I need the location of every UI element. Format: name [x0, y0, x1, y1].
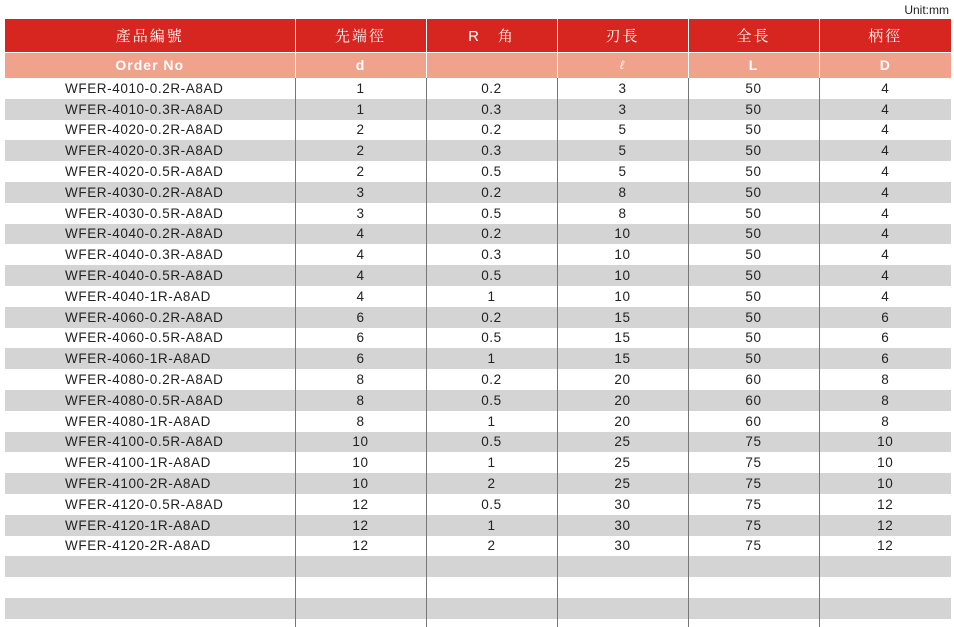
header-symbol-l-small: ℓ: [557, 52, 688, 78]
table-body: [5, 78, 951, 627]
overall-length-cell: 50: [688, 203, 819, 224]
tip-diameter-cell: 8: [295, 390, 426, 411]
tip-diameter-cell: 4: [295, 244, 426, 265]
shank-diameter-cell: 4: [819, 224, 951, 245]
order-no-cell: [5, 598, 295, 619]
header-symbol-shank-d: D: [819, 52, 951, 78]
corner-radius-cell: 0.5: [426, 328, 557, 349]
corner-radius-cell: 0.5: [426, 265, 557, 286]
header-tip-diameter: 先端徑: [295, 19, 426, 52]
table-header: [5, 19, 951, 78]
order-no-cell: WFER-4120-2R-A8AD: [5, 536, 295, 557]
overall-length-cell: 50: [688, 78, 819, 99]
table-row: [5, 328, 951, 349]
corner-radius-cell: 0.2: [426, 78, 557, 99]
header-corner-radius: R 角: [426, 19, 557, 52]
order-no-cell: WFER-4040-0.2R-A8AD: [5, 224, 295, 245]
corner-radius-cell: 0.2: [426, 182, 557, 203]
shank-diameter-cell: 10: [819, 452, 951, 473]
flute-length-cell: 20: [557, 411, 688, 432]
overall-length-cell: 75: [688, 473, 819, 494]
overall-length-cell: 50: [688, 120, 819, 141]
shank-diameter-cell: 8: [819, 369, 951, 390]
tip-diameter-cell: 3: [295, 203, 426, 224]
flute-length-cell: [557, 577, 688, 598]
corner-radius-cell: 0.3: [426, 244, 557, 265]
header-symbol-d: d: [295, 52, 426, 78]
shank-diameter-cell: 12: [819, 536, 951, 557]
flute-length-cell: 25: [557, 473, 688, 494]
corner-radius-cell: 0.5: [426, 203, 557, 224]
tip-diameter-cell: 4: [295, 265, 426, 286]
corner-radius-cell: 0.5: [426, 494, 557, 515]
shank-diameter-cell: 4: [819, 286, 951, 307]
tip-diameter-cell: 10: [295, 432, 426, 453]
table-row: [5, 99, 951, 120]
shank-diameter-cell: 4: [819, 161, 951, 182]
overall-length-cell: 50: [688, 161, 819, 182]
table-row: [5, 120, 951, 141]
flute-length-cell: 10: [557, 265, 688, 286]
tip-diameter-cell: 2: [295, 161, 426, 182]
flute-length-cell: 3: [557, 99, 688, 120]
order-no-cell: WFER-4040-0.5R-A8AD: [5, 265, 295, 286]
flute-length-cell: 30: [557, 494, 688, 515]
corner-radius-cell: [426, 556, 557, 577]
tip-diameter-cell: 6: [295, 348, 426, 369]
corner-radius-cell: 2: [426, 473, 557, 494]
overall-length-cell: 50: [688, 286, 819, 307]
overall-length-cell: [688, 598, 819, 619]
table-row: [5, 286, 951, 307]
overall-length-cell: [688, 619, 819, 627]
table-row: [5, 411, 951, 432]
order-no-cell: WFER-4040-1R-A8AD: [5, 286, 295, 307]
table-row: [5, 78, 951, 99]
tip-diameter-cell: 12: [295, 515, 426, 536]
corner-radius-cell: 0.2: [426, 369, 557, 390]
shank-diameter-cell: 12: [819, 515, 951, 536]
shank-diameter-cell: 4: [819, 265, 951, 286]
order-no-cell: WFER-4020-0.3R-A8AD: [5, 140, 295, 161]
header-overall-length: 全長: [688, 19, 819, 52]
overall-length-cell: 60: [688, 369, 819, 390]
flute-length-cell: 20: [557, 369, 688, 390]
flute-length-cell: 5: [557, 140, 688, 161]
shank-diameter-cell: 12: [819, 494, 951, 515]
order-no-cell: WFER-4080-1R-A8AD: [5, 411, 295, 432]
shank-diameter-cell: 8: [819, 390, 951, 411]
flute-length-cell: 5: [557, 120, 688, 141]
tip-diameter-cell: 6: [295, 307, 426, 328]
shank-diameter-cell: [819, 577, 951, 598]
order-no-cell: WFER-4100-2R-A8AD: [5, 473, 295, 494]
tip-diameter-cell: [295, 577, 426, 598]
corner-radius-cell: 1: [426, 515, 557, 536]
order-no-cell: WFER-4080-0.2R-A8AD: [5, 369, 295, 390]
corner-radius-cell: 0.3: [426, 99, 557, 120]
order-no-cell: WFER-4100-1R-A8AD: [5, 452, 295, 473]
header-symbol-l: L: [688, 52, 819, 78]
shank-diameter-cell: 6: [819, 328, 951, 349]
corner-radius-cell: 0.5: [426, 161, 557, 182]
order-no-cell: [5, 577, 295, 598]
order-no-cell: WFER-4060-1R-A8AD: [5, 348, 295, 369]
header-row-symbols: [5, 52, 951, 78]
overall-length-cell: 50: [688, 99, 819, 120]
shank-diameter-cell: 10: [819, 432, 951, 453]
tip-diameter-cell: 6: [295, 328, 426, 349]
overall-length-cell: 60: [688, 411, 819, 432]
table-row: [5, 619, 951, 627]
overall-length-cell: 75: [688, 432, 819, 453]
unit-label: Unit:mm: [904, 3, 949, 17]
shank-diameter-cell: 6: [819, 307, 951, 328]
table-row: [5, 244, 951, 265]
corner-radius-cell: 1: [426, 452, 557, 473]
table-row: [5, 140, 951, 161]
corner-radius-cell: 0.2: [426, 224, 557, 245]
flute-length-cell: 10: [557, 286, 688, 307]
corner-radius-cell: 1: [426, 411, 557, 432]
overall-length-cell: 75: [688, 515, 819, 536]
tip-diameter-cell: 12: [295, 536, 426, 557]
flute-length-cell: 20: [557, 390, 688, 411]
order-no-cell: WFER-4060-0.2R-A8AD: [5, 307, 295, 328]
order-no-cell: WFER-4030-0.2R-A8AD: [5, 182, 295, 203]
overall-length-cell: 75: [688, 494, 819, 515]
overall-length-cell: 50: [688, 328, 819, 349]
tip-diameter-cell: 2: [295, 140, 426, 161]
corner-radius-cell: [426, 577, 557, 598]
order-no-cell: [5, 556, 295, 577]
table-row: [5, 348, 951, 369]
overall-length-cell: 50: [688, 265, 819, 286]
header-order-no: Order No: [5, 52, 295, 78]
shank-diameter-cell: [819, 619, 951, 627]
table-row: [5, 452, 951, 473]
overall-length-cell: 50: [688, 182, 819, 203]
overall-length-cell: [688, 556, 819, 577]
overall-length-cell: 50: [688, 244, 819, 265]
header-product-no: 產品編號: [5, 19, 295, 52]
overall-length-cell: 50: [688, 307, 819, 328]
flute-length-cell: [557, 556, 688, 577]
table-row: [5, 390, 951, 411]
overall-length-cell: 75: [688, 536, 819, 557]
shank-diameter-cell: 4: [819, 78, 951, 99]
shank-diameter-cell: 10: [819, 473, 951, 494]
tip-diameter-cell: 8: [295, 369, 426, 390]
corner-radius-cell: [426, 598, 557, 619]
header-row-names: [5, 19, 951, 52]
tip-diameter-cell: 4: [295, 286, 426, 307]
overall-length-cell: 50: [688, 140, 819, 161]
corner-radius-cell: 0.2: [426, 307, 557, 328]
flute-length-cell: 15: [557, 307, 688, 328]
order-no-cell: WFER-4020-0.5R-A8AD: [5, 161, 295, 182]
table-row: [5, 598, 951, 619]
shank-diameter-cell: 6: [819, 348, 951, 369]
shank-diameter-cell: 4: [819, 99, 951, 120]
tip-diameter-cell: 10: [295, 452, 426, 473]
flute-length-cell: 10: [557, 224, 688, 245]
flute-length-cell: 25: [557, 432, 688, 453]
table-row: [5, 556, 951, 577]
table-row: [5, 473, 951, 494]
order-no-cell: WFER-4080-0.5R-A8AD: [5, 390, 295, 411]
order-no-cell: WFER-4120-0.5R-A8AD: [5, 494, 295, 515]
flute-length-cell: 8: [557, 182, 688, 203]
flute-length-cell: 15: [557, 348, 688, 369]
tip-diameter-cell: 2: [295, 120, 426, 141]
corner-radius-cell: [426, 619, 557, 627]
table-row: [5, 432, 951, 453]
header-flute-length: 刃長: [557, 19, 688, 52]
shank-diameter-cell: [819, 556, 951, 577]
table-row: [5, 265, 951, 286]
order-no-cell: WFER-4060-0.5R-A8AD: [5, 328, 295, 349]
table-row: [5, 536, 951, 557]
shank-diameter-cell: [819, 598, 951, 619]
flute-length-cell: 3: [557, 78, 688, 99]
corner-radius-cell: 0.5: [426, 432, 557, 453]
order-no-cell: WFER-4040-0.3R-A8AD: [5, 244, 295, 265]
order-no-cell: WFER-4010-0.3R-A8AD: [5, 99, 295, 120]
table-row: [5, 307, 951, 328]
flute-length-cell: 30: [557, 536, 688, 557]
order-no-cell: WFER-4020-0.2R-A8AD: [5, 120, 295, 141]
order-no-cell: [5, 619, 295, 627]
corner-radius-cell: 0.5: [426, 390, 557, 411]
flute-length-cell: 8: [557, 203, 688, 224]
shank-diameter-cell: 4: [819, 120, 951, 141]
shank-diameter-cell: 4: [819, 244, 951, 265]
tip-diameter-cell: 12: [295, 494, 426, 515]
tip-diameter-cell: 3: [295, 182, 426, 203]
corner-radius-cell: 1: [426, 286, 557, 307]
tip-diameter-cell: [295, 556, 426, 577]
tip-diameter-cell: 10: [295, 473, 426, 494]
table-row: [5, 369, 951, 390]
tip-diameter-cell: 1: [295, 78, 426, 99]
tip-diameter-cell: 1: [295, 99, 426, 120]
overall-length-cell: [688, 577, 819, 598]
tip-diameter-cell: 4: [295, 224, 426, 245]
corner-radius-cell: 1: [426, 348, 557, 369]
overall-length-cell: 75: [688, 452, 819, 473]
order-no-cell: WFER-4100-0.5R-A8AD: [5, 432, 295, 453]
table-row: [5, 161, 951, 182]
flute-length-cell: 25: [557, 452, 688, 473]
corner-radius-cell: 0.3: [426, 140, 557, 161]
flute-length-cell: 10: [557, 244, 688, 265]
shank-diameter-cell: 4: [819, 140, 951, 161]
corner-radius-cell: 2: [426, 536, 557, 557]
flute-length-cell: 30: [557, 515, 688, 536]
header-symbol-r: [426, 52, 557, 78]
header-shank-diameter: 柄徑: [819, 19, 951, 52]
table-row: [5, 224, 951, 245]
flute-length-cell: 15: [557, 328, 688, 349]
tip-diameter-cell: [295, 598, 426, 619]
order-no-cell: WFER-4010-0.2R-A8AD: [5, 78, 295, 99]
overall-length-cell: 50: [688, 348, 819, 369]
flute-length-cell: 5: [557, 161, 688, 182]
overall-length-cell: 50: [688, 224, 819, 245]
tip-diameter-cell: [295, 619, 426, 627]
tip-diameter-cell: 8: [295, 411, 426, 432]
shank-diameter-cell: 8: [819, 411, 951, 432]
table-row: [5, 577, 951, 598]
order-no-cell: WFER-4030-0.5R-A8AD: [5, 203, 295, 224]
overall-length-cell: 60: [688, 390, 819, 411]
table-row: [5, 494, 951, 515]
order-no-cell: WFER-4120-1R-A8AD: [5, 515, 295, 536]
shank-diameter-cell: 4: [819, 182, 951, 203]
flute-length-cell: [557, 598, 688, 619]
table-row: [5, 203, 951, 224]
table-row: [5, 515, 951, 536]
flute-length-cell: [557, 619, 688, 627]
table-row: [5, 182, 951, 203]
corner-radius-cell: 0.2: [426, 120, 557, 141]
shank-diameter-cell: 4: [819, 203, 951, 224]
spec-table: [5, 19, 951, 627]
